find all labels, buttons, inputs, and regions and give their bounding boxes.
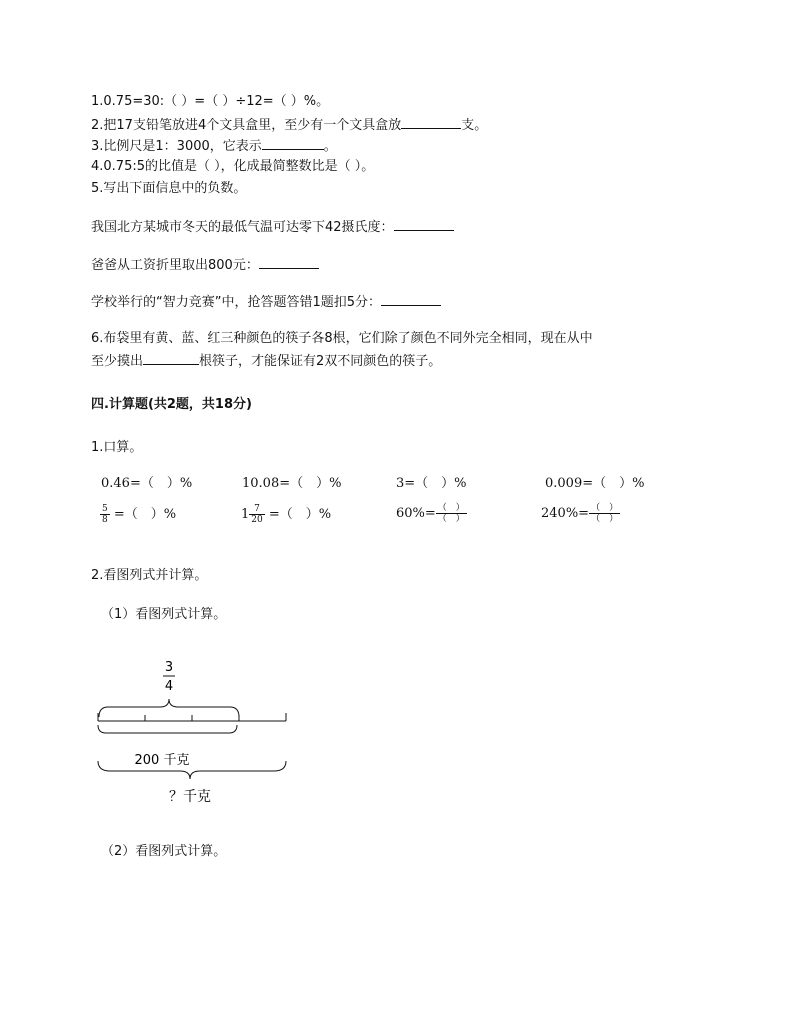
fraction bbox=[589, 503, 620, 524]
answer-blank[interactable] bbox=[143, 352, 199, 365]
subquestion-title: 2.看图列式并计算。 bbox=[91, 568, 208, 583]
question-5b bbox=[91, 256, 319, 275]
subquestion-title: 1.口算。 bbox=[91, 440, 143, 455]
question-3 bbox=[91, 137, 337, 156]
question-6-line2 bbox=[91, 352, 441, 371]
numerator: （ ） bbox=[437, 503, 465, 513]
answer-blank[interactable] bbox=[394, 218, 454, 231]
denominator: （ ） bbox=[591, 514, 619, 524]
oral-calc-item bbox=[241, 503, 331, 525]
fraction bbox=[436, 503, 467, 524]
question-3-end: 。 bbox=[323, 139, 337, 154]
question-2-unit: 支。 bbox=[461, 118, 488, 133]
denominator: 8 bbox=[102, 515, 108, 525]
question-5c-text: 学校举行的“智力竞赛”中，抢答题答错1题扣5分： bbox=[91, 295, 382, 310]
answer-blank[interactable] bbox=[259, 256, 319, 269]
fraction-denominator: 4 bbox=[164, 679, 174, 694]
oral-calc-item bbox=[541, 503, 620, 524]
oral-calc-item: 10.08=（ ）% bbox=[242, 476, 342, 491]
outer-brace bbox=[98, 761, 286, 779]
question-5a bbox=[91, 218, 454, 237]
numerator: （ ） bbox=[591, 503, 619, 513]
denominator: 20 bbox=[251, 515, 263, 525]
question-6-text-end: 根筷子，才能保证有2双不同颜色的筷子。 bbox=[199, 354, 442, 369]
answer-blank[interactable] bbox=[262, 137, 324, 150]
question-1: 1.0.75=30:（ ）=（ ）÷12=（ ）%。 bbox=[91, 94, 330, 109]
line-segment-diagram bbox=[90, 655, 300, 810]
question-6-text: 至少摸出 bbox=[91, 354, 144, 369]
expression-rest: =（ ）% bbox=[113, 507, 177, 522]
fraction bbox=[249, 504, 264, 525]
oral-calc-item: 0.46=（ ）% bbox=[101, 476, 193, 491]
question-3-text: 3.比例尺是1：3000，它表示 bbox=[91, 139, 262, 154]
whole-number: 1 bbox=[241, 507, 250, 522]
question-6-line1: 6.布袋里有黄、蓝、红三种颜色的筷子各8根，它们除了颜色不同外完全相同，现在从中 bbox=[91, 331, 593, 346]
numerator: 7 bbox=[249, 504, 264, 515]
question-5a-text: 我国北方某城市冬天的最低气温可达零下42摄氏度： bbox=[91, 220, 394, 235]
question-4: 4.0.75:5的比值是（ ），化成最简整数比是（ ）。 bbox=[91, 159, 375, 174]
oral-calc-item bbox=[396, 503, 467, 524]
oral-calc-item: 0.009=（ ）% bbox=[545, 476, 645, 491]
total-label: ？千克 bbox=[169, 789, 211, 805]
question-5c bbox=[91, 293, 441, 312]
oral-calc-item: 3=（ ）% bbox=[396, 476, 467, 491]
question-2-text: 2.把17支铅笔放进4个文具盒里，至少有一个文具盒放 bbox=[91, 118, 402, 133]
question-5: 5.写出下面信息中的负数。 bbox=[91, 181, 247, 196]
expression-rest: =（ ）% bbox=[268, 507, 332, 522]
section-title: 四.计算题(共2题，共18分) bbox=[91, 397, 252, 412]
subquestion-label: （2）看图列式计算。 bbox=[101, 844, 227, 859]
numerator: 5 bbox=[102, 504, 108, 514]
fraction-numerator: 3 bbox=[164, 660, 174, 675]
answer-blank[interactable] bbox=[381, 293, 441, 306]
denominator: （ ） bbox=[437, 514, 465, 524]
inner-brace bbox=[98, 725, 237, 733]
answer-blank[interactable] bbox=[401, 116, 461, 129]
inner-label: 200 千克 bbox=[134, 753, 190, 768]
question-5b-text: 爸爸从工资折里取出800元： bbox=[91, 258, 259, 273]
oral-calc-item bbox=[100, 503, 176, 525]
expression-rest: 60%= bbox=[396, 506, 436, 521]
subquestion-label: （1）看图列式计算。 bbox=[101, 607, 227, 622]
question-2 bbox=[91, 116, 487, 135]
fraction bbox=[100, 504, 110, 525]
expression-rest: 240%= bbox=[541, 506, 590, 521]
top-brace bbox=[99, 699, 239, 717]
